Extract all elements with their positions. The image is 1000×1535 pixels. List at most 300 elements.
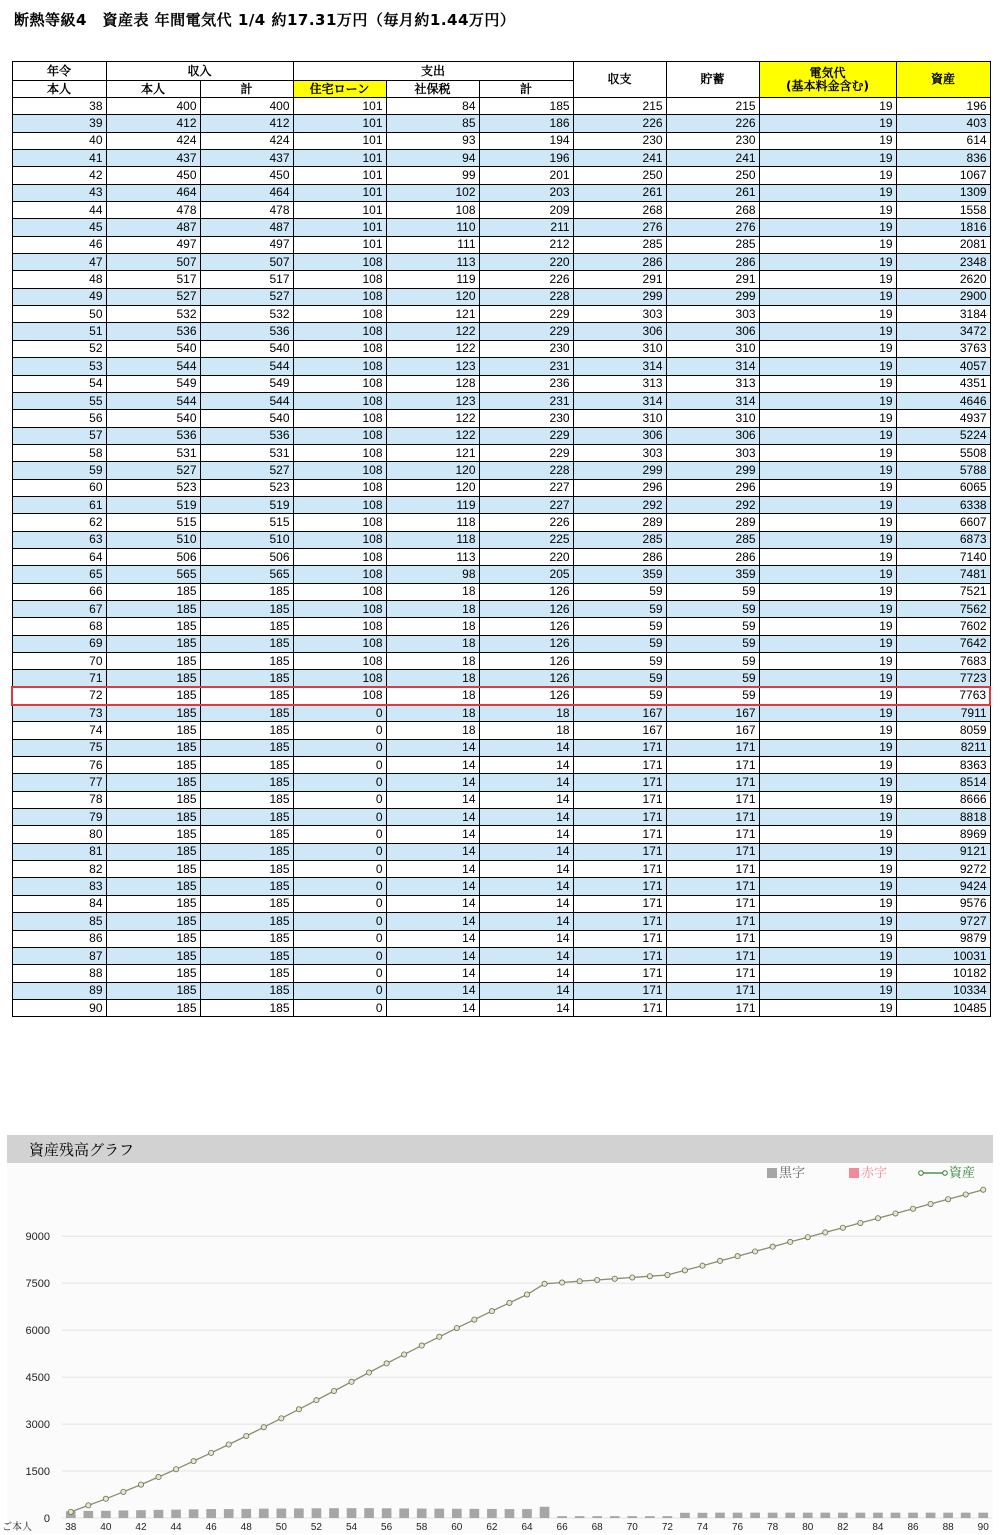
assets-point: [735, 1254, 740, 1259]
cell-age: 42: [12, 167, 106, 184]
y-tick-label: 0: [43, 1513, 50, 1525]
cell-savings: 171: [666, 809, 759, 826]
cell-loan: 108: [293, 392, 386, 409]
assets-point: [542, 1281, 547, 1286]
cell-balance: 276: [573, 219, 666, 236]
cell-assets: 8818: [896, 809, 990, 826]
cell-balance: 289: [573, 514, 666, 531]
table-row: [12, 410, 990, 427]
cell-social-tax: 18: [386, 653, 479, 670]
cell-balance: 291: [573, 271, 666, 288]
cell-social-tax: 14: [386, 999, 479, 1016]
cell-social-tax: 99: [386, 167, 479, 184]
assets-point: [559, 1280, 564, 1285]
cell-income-self: 185: [106, 895, 200, 912]
x-tick-label: 84: [872, 1522, 884, 1533]
cell-electricity: 19: [759, 479, 896, 496]
cell-assets: 5508: [896, 444, 990, 461]
cell-electricity: 19: [759, 739, 896, 756]
x-tick-label: 40: [100, 1522, 112, 1533]
cell-income-self: 185: [106, 618, 200, 635]
cell-age: 85: [12, 913, 106, 930]
cell-age: 81: [12, 843, 106, 860]
cell-income-self: 519: [106, 496, 200, 513]
cell-assets: 9576: [896, 895, 990, 912]
cell-loan: 108: [293, 635, 386, 652]
assets-point: [489, 1309, 494, 1314]
cell-loan: 108: [293, 358, 386, 375]
cell-assets: 614: [896, 132, 990, 149]
cell-assets: 8969: [896, 826, 990, 843]
cell-loan: 108: [293, 583, 386, 600]
assets-point: [384, 1361, 389, 1366]
bar-black: [189, 1509, 199, 1518]
bar-black: [136, 1510, 146, 1518]
table-row: [12, 479, 990, 496]
assets-point: [244, 1433, 249, 1438]
cell-expense-total: 229: [479, 444, 573, 461]
cell-assets: 1067: [896, 167, 990, 184]
cell-social-tax: 14: [386, 878, 479, 895]
cell-loan: 0: [293, 965, 386, 982]
assets-point: [68, 1509, 73, 1514]
cell-balance: 59: [573, 583, 666, 600]
assets-point: [788, 1239, 793, 1244]
cell-expense-total: 211: [479, 219, 573, 236]
cell-income-total: 185: [200, 965, 293, 982]
cell-electricity: 19: [759, 930, 896, 947]
cell-age: 84: [12, 895, 106, 912]
cell-savings: 171: [666, 913, 759, 930]
cell-assets: 8059: [896, 722, 990, 739]
cell-balance: 167: [573, 705, 666, 722]
bar-black: [978, 1513, 988, 1518]
cell-electricity: 19: [759, 653, 896, 670]
bar-black: [417, 1509, 427, 1518]
bar-black: [277, 1509, 287, 1518]
bar-black: [540, 1507, 550, 1518]
plot-background: [7, 1163, 993, 1533]
cell-electricity: 19: [759, 462, 896, 479]
assets-point: [612, 1276, 617, 1281]
cell-income-self: 464: [106, 184, 200, 201]
x-tick-label: 80: [802, 1522, 814, 1533]
cell-savings: 268: [666, 202, 759, 219]
table-row: [12, 947, 990, 964]
bar-black: [592, 1516, 602, 1518]
cell-income-self: 185: [106, 791, 200, 808]
cell-social-tax: 128: [386, 375, 479, 392]
cell-balance: 310: [573, 340, 666, 357]
assets-point: [138, 1482, 143, 1487]
bar-black: [224, 1509, 234, 1518]
cell-income-total: 185: [200, 757, 293, 774]
cell-assets: 1309: [896, 184, 990, 201]
cell-savings: 276: [666, 219, 759, 236]
cell-income-self: 536: [106, 323, 200, 340]
cell-income-total: 185: [200, 913, 293, 930]
cell-assets: 4937: [896, 410, 990, 427]
table-row: [12, 705, 990, 722]
cell-expense-total: 14: [479, 791, 573, 808]
cell-income-self: 185: [106, 583, 200, 600]
bar-black: [452, 1509, 462, 1518]
cell-age: 61: [12, 496, 106, 513]
bar-black: [259, 1509, 269, 1518]
cell-balance: 171: [573, 757, 666, 774]
bar-black: [434, 1509, 444, 1518]
cell-assets: 6873: [896, 531, 990, 548]
cell-loan: 108: [293, 444, 386, 461]
cell-social-tax: 14: [386, 791, 479, 808]
cell-income-total: 185: [200, 982, 293, 999]
cell-electricity: 19: [759, 358, 896, 375]
cell-income-total: 185: [200, 583, 293, 600]
cell-social-tax: 120: [386, 462, 479, 479]
cell-expense-total: 231: [479, 358, 573, 375]
cell-loan: 108: [293, 271, 386, 288]
cell-age: 62: [12, 514, 106, 531]
assets-point: [770, 1244, 775, 1249]
cell-age: 38: [12, 98, 106, 115]
y-tick-label: 4500: [25, 1372, 50, 1385]
cell-age: 70: [12, 653, 106, 670]
assets-point: [472, 1317, 477, 1322]
cell-electricity: 19: [759, 98, 896, 115]
bar-black: [680, 1513, 690, 1518]
cell-loan: 0: [293, 826, 386, 843]
cell-expense-total: 225: [479, 531, 573, 548]
cell-electricity: 19: [759, 184, 896, 201]
cell-social-tax: 120: [386, 288, 479, 305]
cell-assets: 836: [896, 150, 990, 167]
cell-income-total: 185: [200, 739, 293, 756]
cell-balance: 299: [573, 462, 666, 479]
cell-age: 58: [12, 444, 106, 461]
table-row: [12, 219, 990, 236]
cell-income-total: 464: [200, 184, 293, 201]
cell-balance: 167: [573, 722, 666, 739]
cell-loan: 0: [293, 999, 386, 1016]
cell-assets: 196: [896, 98, 990, 115]
cell-age: 52: [12, 340, 106, 357]
cell-income-self: 185: [106, 913, 200, 930]
cell-income-self: 497: [106, 236, 200, 253]
cell-income-self: 424: [106, 132, 200, 149]
table-row: [12, 531, 990, 548]
cell-electricity: 19: [759, 219, 896, 236]
cell-income-total: 437: [200, 150, 293, 167]
cell-expense-total: 236: [479, 375, 573, 392]
assets-point: [963, 1192, 968, 1197]
bar-black: [943, 1513, 953, 1518]
cell-balance: 286: [573, 254, 666, 271]
cell-age: 83: [12, 878, 106, 895]
cell-income-total: 536: [200, 427, 293, 444]
cell-savings: 314: [666, 392, 759, 409]
x-tick-label: 46: [205, 1522, 217, 1533]
cell-loan: 101: [293, 236, 386, 253]
cell-savings: 171: [666, 791, 759, 808]
cell-assets: 10031: [896, 947, 990, 964]
cell-assets: 8363: [896, 757, 990, 774]
bar-black: [364, 1508, 374, 1518]
header-balance: 収支: [573, 62, 666, 98]
cell-age: 64: [12, 548, 106, 565]
y-tick-label: 3000: [25, 1419, 50, 1432]
table-row: [12, 132, 990, 149]
cell-loan: 108: [293, 600, 386, 617]
cell-electricity: 19: [759, 861, 896, 878]
cell-income-total: 487: [200, 219, 293, 236]
cell-social-tax: 122: [386, 340, 479, 357]
cell-social-tax: 18: [386, 600, 479, 617]
cell-savings: 171: [666, 895, 759, 912]
cell-electricity: 19: [759, 288, 896, 305]
cell-electricity: 19: [759, 999, 896, 1016]
cell-balance: 171: [573, 826, 666, 843]
assets-point: [840, 1225, 845, 1230]
cell-savings: 171: [666, 930, 759, 947]
cell-loan: 108: [293, 653, 386, 670]
table-row: [12, 271, 990, 288]
cell-income-self: 487: [106, 219, 200, 236]
cell-savings: 171: [666, 947, 759, 964]
cell-electricity: 19: [759, 635, 896, 652]
cell-assets: 8666: [896, 791, 990, 808]
cell-age: 73: [12, 705, 106, 722]
assets-point: [331, 1388, 336, 1393]
cell-savings: 59: [666, 600, 759, 617]
cell-assets: 4646: [896, 392, 990, 409]
cell-social-tax: 84: [386, 98, 479, 115]
cell-income-total: 540: [200, 410, 293, 427]
table-row: [12, 236, 990, 253]
cell-age: 75: [12, 739, 106, 756]
cell-expense-total: 212: [479, 236, 573, 253]
asset-table: [11, 61, 991, 1017]
cell-social-tax: 121: [386, 306, 479, 323]
bar-black: [908, 1513, 918, 1518]
cell-savings: 59: [666, 687, 759, 704]
header-income-self: 本人: [106, 81, 200, 98]
cell-expense-total: 14: [479, 965, 573, 982]
cell-assets: 9879: [896, 930, 990, 947]
cell-expense-total: 14: [479, 878, 573, 895]
x-tick-label: 70: [626, 1522, 638, 1533]
cell-balance: 226: [573, 115, 666, 132]
cell-loan: 0: [293, 739, 386, 756]
x-tick-label: 76: [732, 1522, 744, 1533]
cell-income-self: 400: [106, 98, 200, 115]
assets-point: [103, 1496, 108, 1501]
assets-point: [805, 1235, 810, 1240]
cell-income-self: 531: [106, 444, 200, 461]
table-row: [12, 635, 990, 652]
assets-point: [753, 1249, 758, 1254]
cell-social-tax: 118: [386, 531, 479, 548]
cell-balance: 268: [573, 202, 666, 219]
assets-point: [577, 1279, 582, 1284]
cell-balance: 171: [573, 774, 666, 791]
y-tick-label: 6000: [25, 1325, 50, 1338]
cell-income-total: 527: [200, 288, 293, 305]
cell-income-self: 450: [106, 167, 200, 184]
x-tick-label: 64: [521, 1522, 533, 1533]
cell-income-total: 517: [200, 271, 293, 288]
cell-balance: 171: [573, 982, 666, 999]
cell-expense-total: 229: [479, 323, 573, 340]
cell-age: 77: [12, 774, 106, 791]
cell-electricity: 19: [759, 809, 896, 826]
cell-balance: 171: [573, 878, 666, 895]
legend-red-swatch: [849, 1168, 859, 1178]
cell-income-self: 544: [106, 358, 200, 375]
cell-assets: 10182: [896, 965, 990, 982]
cell-electricity: 19: [759, 132, 896, 149]
cell-loan: 101: [293, 184, 386, 201]
bar-black: [733, 1513, 743, 1518]
cell-loan: 0: [293, 722, 386, 739]
assets-point: [595, 1277, 600, 1282]
cell-income-total: 185: [200, 930, 293, 947]
cell-balance: 314: [573, 358, 666, 375]
cell-assets: 8211: [896, 739, 990, 756]
table-row: [12, 757, 990, 774]
cell-savings: 171: [666, 774, 759, 791]
cell-expense-total: 14: [479, 843, 573, 860]
bar-black: [206, 1509, 216, 1518]
x-tick-label: 50: [275, 1522, 287, 1533]
cell-social-tax: 14: [386, 757, 479, 774]
cell-social-tax: 18: [386, 670, 479, 687]
cell-income-total: 523: [200, 479, 293, 496]
cell-electricity: 19: [759, 323, 896, 340]
cell-loan: 0: [293, 861, 386, 878]
cell-social-tax: 14: [386, 913, 479, 930]
cell-balance: 59: [573, 670, 666, 687]
cell-assets: 3763: [896, 340, 990, 357]
cell-savings: 306: [666, 323, 759, 340]
cell-age: 50: [12, 306, 106, 323]
cell-social-tax: 118: [386, 514, 479, 531]
cell-electricity: 19: [759, 757, 896, 774]
cell-loan: 101: [293, 132, 386, 149]
table-row: [12, 202, 990, 219]
cell-assets: 10334: [896, 982, 990, 999]
assets-point: [156, 1474, 161, 1479]
cell-expense-total: 220: [479, 254, 573, 271]
cell-assets: 7521: [896, 583, 990, 600]
bar-black: [750, 1513, 760, 1518]
cell-loan: 108: [293, 479, 386, 496]
cell-assets: 7602: [896, 618, 990, 635]
cell-electricity: 19: [759, 254, 896, 271]
cell-income-self: 549: [106, 375, 200, 392]
cell-electricity: 19: [759, 427, 896, 444]
cell-age: 66: [12, 583, 106, 600]
bar-black: [83, 1511, 93, 1518]
cell-income-self: 412: [106, 115, 200, 132]
bar-black: [663, 1516, 673, 1518]
assets-point: [507, 1300, 512, 1305]
cell-social-tax: 14: [386, 861, 479, 878]
cell-age: 90: [12, 999, 106, 1016]
bar-black: [785, 1513, 795, 1518]
cell-balance: 171: [573, 947, 666, 964]
cell-savings: 261: [666, 184, 759, 201]
cell-savings: 286: [666, 254, 759, 271]
cell-expense-total: 205: [479, 566, 573, 583]
cell-income-total: 412: [200, 115, 293, 132]
cell-age: 56: [12, 410, 106, 427]
cell-social-tax: 119: [386, 496, 479, 513]
cell-income-self: 185: [106, 843, 200, 860]
cell-income-self: 478: [106, 202, 200, 219]
assets-point: [665, 1272, 670, 1277]
cell-expense-total: 229: [479, 427, 573, 444]
bar-black: [487, 1509, 497, 1518]
cell-savings: 299: [666, 462, 759, 479]
cell-income-self: 185: [106, 809, 200, 826]
assets-point: [402, 1352, 407, 1357]
cell-balance: 59: [573, 635, 666, 652]
cell-age: 48: [12, 271, 106, 288]
table-row: [12, 462, 990, 479]
cell-social-tax: 14: [386, 739, 479, 756]
cell-social-tax: 14: [386, 895, 479, 912]
assets-point: [191, 1459, 196, 1464]
assets-point: [279, 1416, 284, 1421]
cell-expense-total: 14: [479, 930, 573, 947]
assets-point: [314, 1398, 319, 1403]
cell-income-self: 510: [106, 531, 200, 548]
cell-income-total: 185: [200, 947, 293, 964]
header-age-self: 本人: [12, 81, 106, 98]
cell-loan: 0: [293, 895, 386, 912]
cell-social-tax: 14: [386, 982, 479, 999]
cell-income-self: 523: [106, 479, 200, 496]
y-tick-label: 1500: [25, 1466, 50, 1479]
assets-point: [226, 1442, 231, 1447]
y-tick-label: 9000: [25, 1231, 50, 1244]
cell-social-tax: 18: [386, 618, 479, 635]
cell-electricity: 19: [759, 496, 896, 513]
chart-plot: [2, 1163, 993, 1533]
cell-loan: 108: [293, 288, 386, 305]
legend-assets-marker: [919, 1171, 924, 1176]
bar-black: [961, 1513, 971, 1518]
cell-electricity: 19: [759, 600, 896, 617]
table-row: [12, 340, 990, 357]
cell-age: 87: [12, 947, 106, 964]
bar-black: [399, 1508, 409, 1518]
cell-income-total: 185: [200, 774, 293, 791]
assets-point: [630, 1275, 635, 1280]
cell-expense-total: 201: [479, 167, 573, 184]
cell-balance: 171: [573, 999, 666, 1016]
cell-income-self: 185: [106, 687, 200, 704]
cell-loan: 108: [293, 410, 386, 427]
table-row: [12, 895, 990, 912]
cell-expense-total: 209: [479, 202, 573, 219]
cell-electricity: 19: [759, 722, 896, 739]
cell-income-total: 185: [200, 999, 293, 1016]
table-row: [12, 913, 990, 930]
cell-savings: 359: [666, 566, 759, 583]
cell-age: 89: [12, 982, 106, 999]
cell-balance: 261: [573, 184, 666, 201]
